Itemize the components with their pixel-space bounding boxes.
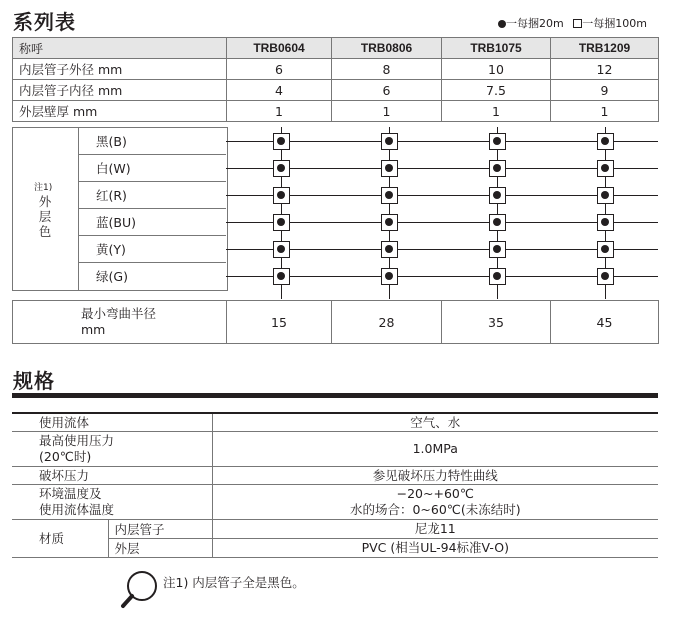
bend-value: 45 <box>551 301 659 344</box>
label-char: 色 <box>38 224 52 239</box>
spec-material-outer-row <box>12 539 658 558</box>
note-tag: 注1) <box>34 183 53 193</box>
availability-marker <box>597 241 614 258</box>
specs-title-bar <box>12 393 658 398</box>
availability-marker <box>273 160 290 177</box>
grid-line-yellow <box>226 249 658 250</box>
availability-marker <box>597 268 614 285</box>
color-yellow: 黄(Y) <box>78 235 226 262</box>
color-red: 红(R) <box>78 181 226 208</box>
row-label: 外层壁厚 mm <box>13 101 227 122</box>
color-green: 绿(G) <box>78 262 226 289</box>
model-trb0806: TRB0806 <box>332 38 442 59</box>
spec-value: 参见破坏压力特性曲线 <box>212 467 658 485</box>
availability-marker <box>273 241 290 258</box>
availability-marker <box>489 133 506 150</box>
cell-value: 7.5 <box>442 80 551 101</box>
availability-marker <box>381 241 398 258</box>
cell-value: 1 <box>332 101 442 122</box>
spec-pressure-row <box>12 432 658 467</box>
spec-key <box>12 485 212 520</box>
model-trb0604: TRB0604 <box>227 38 332 59</box>
availability-marker <box>597 187 614 204</box>
spec-temp-row <box>12 485 658 520</box>
bundle-legend <box>498 15 647 31</box>
bend-radius-row <box>13 301 659 344</box>
availability-marker <box>381 187 398 204</box>
model-trb1075: TRB1075 <box>442 38 551 59</box>
grid-line-green <box>226 276 658 277</box>
legend-filled-text: 一每捆20m <box>506 17 564 30</box>
specs-title: 规格 <box>13 369 55 393</box>
specs-table <box>12 412 658 558</box>
model-trb1209: TRB1209 <box>551 38 659 59</box>
inner-id-row <box>13 80 659 101</box>
cell-value: 1 <box>551 101 659 122</box>
spec-key: 使用流体 <box>12 413 212 432</box>
series-table <box>12 37 659 122</box>
header-name: 称呼 <box>13 38 227 59</box>
availability-marker <box>381 214 398 231</box>
filled-dot-icon <box>498 20 506 28</box>
hollow-square-icon <box>573 19 582 28</box>
grid-line-blue <box>226 222 658 223</box>
spec-value-line2: 水的场合：0~60℃(未冻结时) <box>349 502 521 517</box>
spec-key <box>12 432 212 467</box>
availability-marker <box>489 187 506 204</box>
outer-wall-row <box>13 101 659 122</box>
cell-value: 6 <box>332 80 442 101</box>
availability-marker <box>273 187 290 204</box>
availability-marker <box>489 241 506 258</box>
outer-color-label <box>38 194 52 239</box>
spec-value: 1.0MPa <box>212 432 658 467</box>
row-label: 内层管子内径 mm <box>13 80 227 101</box>
cell-value: 12 <box>551 59 659 80</box>
label-char: 外 <box>38 194 52 209</box>
bend-value: 35 <box>442 301 551 344</box>
magnifier-icon <box>120 568 164 612</box>
legend-hollow-text: 一每捆100m <box>582 17 647 30</box>
color-white: 白(W) <box>78 154 226 181</box>
availability-marker <box>597 133 614 150</box>
spec-burst-row <box>12 467 658 485</box>
bend-radius-table <box>12 300 659 344</box>
bend-label-line1: 最小弯曲半径 <box>81 306 157 321</box>
spec-fluid-row <box>12 413 658 432</box>
availability-marker <box>597 214 614 231</box>
availability-marker <box>597 160 614 177</box>
bend-value: 15 <box>227 301 332 344</box>
series-header-row <box>13 38 659 59</box>
spec-key: 破坏压力 <box>12 467 212 485</box>
color-blue: 蓝(BU) <box>78 208 226 235</box>
spec-value: 空气、水 <box>212 413 658 432</box>
series-title: 系列表 <box>13 10 76 34</box>
spec-subkey: 外层 <box>108 539 212 558</box>
spec-value: PVC (相当UL-94标准V-O) <box>212 539 658 558</box>
cell-value: 4 <box>227 80 332 101</box>
grid-line-red <box>226 195 658 196</box>
spec-value: 尼龙11 <box>212 520 658 539</box>
cell-value: 1 <box>227 101 332 122</box>
grid-line-black <box>226 141 658 142</box>
label-char: 层 <box>38 209 52 224</box>
row-label: 内层管子外径 mm <box>13 59 227 80</box>
spec-key: 材质 <box>12 520 108 558</box>
availability-marker <box>381 268 398 285</box>
availability-marker <box>489 160 506 177</box>
availability-marker <box>489 268 506 285</box>
spec-value <box>212 485 658 520</box>
availability-marker <box>381 160 398 177</box>
spec-key-line1: 环境温度及 <box>39 486 102 501</box>
cell-value: 10 <box>442 59 551 80</box>
availability-marker <box>273 133 290 150</box>
spec-key-line2: 使用流体温度 <box>39 502 115 517</box>
bend-value: 28 <box>332 301 442 344</box>
availability-marker <box>273 268 290 285</box>
spec-key-line1: 最高使用压力 <box>39 433 115 448</box>
inner-od-row <box>13 59 659 80</box>
spec-material-inner-row <box>12 520 658 539</box>
bend-label-line2: mm <box>81 322 106 337</box>
cell-value: 1 <box>442 101 551 122</box>
cell-value: 8 <box>332 59 442 80</box>
bend-radius-label <box>13 301 227 344</box>
grid-line-white <box>226 168 658 169</box>
cell-value: 9 <box>551 80 659 101</box>
availability-marker <box>273 214 290 231</box>
spec-value-line1: −20~+60℃ <box>396 486 474 501</box>
footnote-text: 注1) 内层管子全是黑色。 <box>163 575 305 590</box>
color-black: 黑(B) <box>96 133 127 149</box>
availability-marker <box>381 133 398 150</box>
spec-key-line2: (20℃时) <box>39 449 92 464</box>
cell-value: 6 <box>227 59 332 80</box>
availability-marker <box>489 214 506 231</box>
spec-subkey: 内层管子 <box>108 520 212 539</box>
